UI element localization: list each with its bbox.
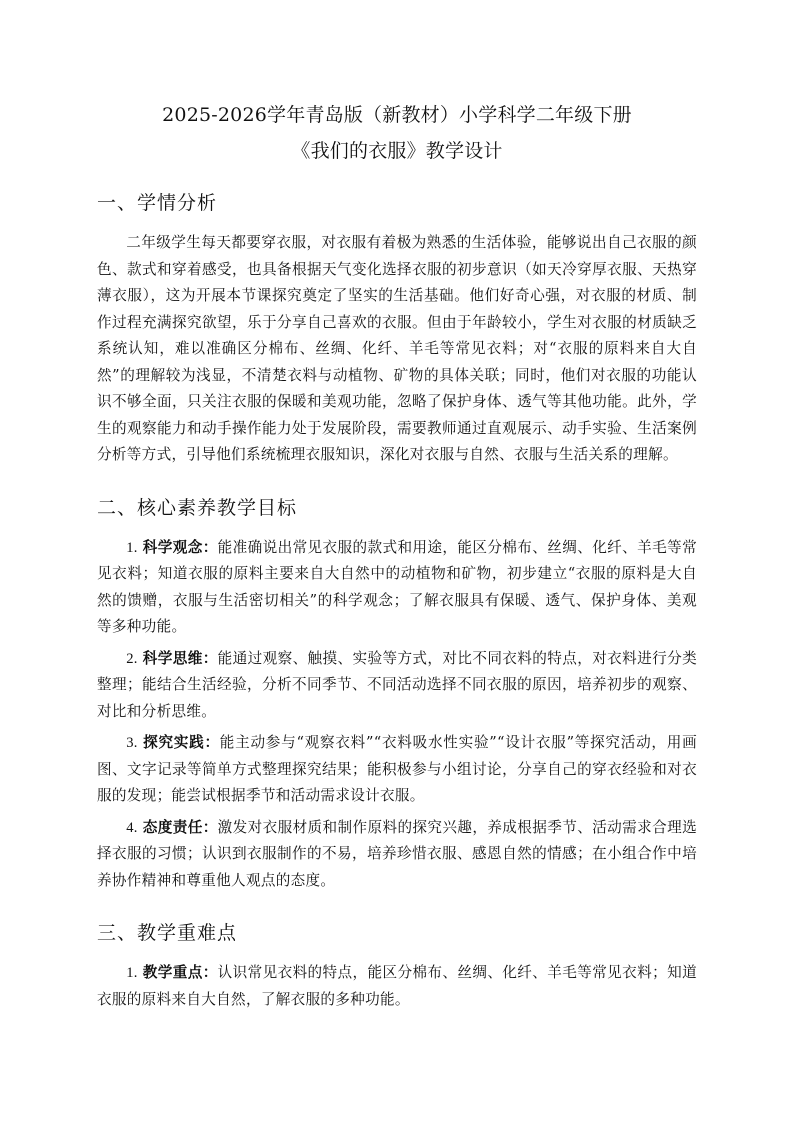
- document-title-line2: 《我们的衣服》教学设计: [291, 140, 503, 162]
- goal-item-practice: [97, 730, 697, 810]
- section-heading-key-points: 三、教学重难点: [97, 922, 238, 944]
- goal-term: 探究实践：: [143, 734, 220, 751]
- document-title-line1: 2025-2026学年青岛版（新教材）小学科学二年级下册: [162, 104, 632, 126]
- goal-number: 3.: [126, 735, 138, 751]
- goal-term: 态度责任：: [142, 818, 218, 836]
- goal-item-thinking: [97, 646, 697, 726]
- key-point-number: 1.: [126, 965, 138, 981]
- section-heading-objectives: 二、核心素养教学目标: [97, 496, 298, 519]
- goal-text: 能主动参与“观察衣料”“衣料吸水性实验”“设计衣服”等探究活动，用画图、文字记录等简单方式整理探究结果；能积极参与小组讨论，分享自己的穿衣经验和对衣服的发现；能尝试根据季节和活动需求设计衣服。: [97, 734, 697, 804]
- document-page: [97, 100, 697, 1018]
- key-point-term: 教学重点：: [142, 964, 218, 981]
- goal-item-attitude: [97, 815, 697, 895]
- goal-text: 能准确说出常见衣服的款式和用途，能区分棉布、丝绸、化纤、羊毛等常见衣料；知道衣服的原料主要来自大自然中的动植物和矿物，初步建立“衣服的原料是大自然的馈赠，衣服与生活密切相关”的科学观念；了解衣服具有保暖、透气、保护身体、美观等多种功能。: [97, 538, 697, 635]
- section-heading-analysis: 一、学情分析: [97, 192, 218, 214]
- goal-item-concept: [97, 535, 697, 641]
- key-point-text: 认识常见衣料的特点，能区分棉布、丝绸、化纤、羊毛等常见衣料；知道衣服的原料来自大自然，了解衣服的多种功能。: [97, 964, 697, 1008]
- goal-term: 科学思维：: [142, 649, 218, 667]
- key-point-item: [97, 960, 697, 1013]
- goal-number: 1.: [126, 539, 138, 556]
- goal-term: 科学观念：: [142, 538, 218, 556]
- goal-number: 2.: [126, 650, 138, 667]
- goal-number: 4.: [126, 819, 138, 836]
- goal-text: 激发对衣服材质和制作原料的探究兴趣，养成根据季节、活动需求合理选择衣服的习惯；认识到衣服制作的不易，培养珍惜衣服、感恩自然的情感；在小组合作中培养协作精神和尊重他人观点的态度。: [97, 818, 697, 889]
- analysis-paragraph: 二年级学生每天都要穿衣服，对衣服有着极为熟悉的生活体验，能够说出自己衣服的颜色、款式和穿着感受，也具备根据天气变化选择衣服的初步意识（如天冷穿厚衣服、天热穿薄衣服），这为开展本节课探究奠定了坚实的生活基础。他们好奇心强，对衣服的材质、制作过程充满探究欲望，乐于分享自己喜欢的衣服。但由于年龄较小，学生对衣服的材质缺乏系统认知，难以准确区分棉布、丝绸、化纤、羊毛等常见衣料；对“衣服的原料来自大自然”的理解较为浅显，不清楚衣料与动植物、矿物的具体关联；同时，他们对衣服的功能认识不够全面，只关注衣服的保暖和美观功能，忽略了保护身体、透气等其他功能。此外，学生的观察能力和动手操作能力处于发展阶段，需要教师通过直观展示、动手实验、生活案例分析等方式，引导他们系统梳理衣服知识，深化对衣服与自然、衣服与生活关系的理解。: [97, 234, 697, 463]
- goal-text: 能通过观察、触摸、实验等方式，对比不同衣料的特点，对衣料进行分类整理；能结合生活经验，分析不同季节、不同活动选择不同衣服的原因，培养初步的观察、对比和分析思维。: [97, 649, 697, 720]
